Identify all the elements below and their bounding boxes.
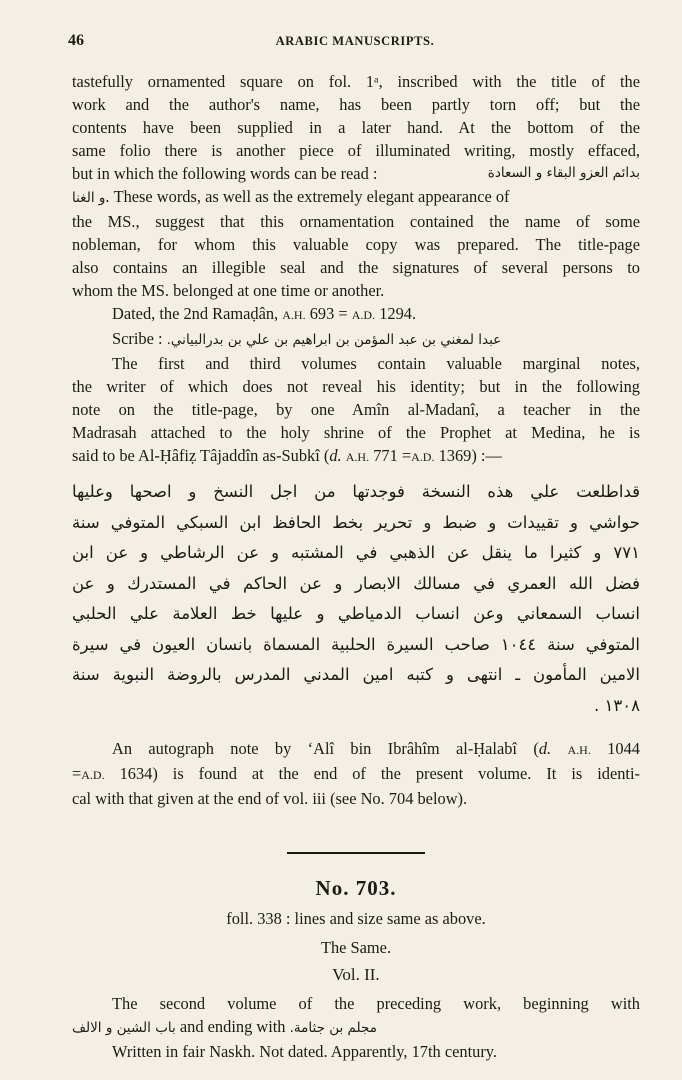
text-line: tastefully ornamented square on fol. 1ᵃ, inscribed with the title of the <box>72 72 640 91</box>
paragraph-second-volume <box>72 992 640 1063</box>
text-line: Madrasah attached to the holy shrine of the Prophet at Medina, he is <box>72 423 640 442</box>
arabic-note-line: المتوفي سنة ١٠٤٤ صاحب السيرة الحلبية المسماة بانسان العيون في سيرة <box>72 634 640 654</box>
arabic-note-line: حواشي و تقييدات و ضبط و تحرير بخط الحافظ ابن السبكي المتوفي سنة <box>72 512 640 532</box>
text-line: =A.D. 1634) is found at the end of the present volume. It is identi- <box>72 764 640 783</box>
entry-foll: foll. 338 : lines and size same as above. <box>226 909 486 928</box>
arabic-note-line: فضل الله العمري في مسالك الابصار و عن الحاكم في المستدرك و عن <box>72 573 640 593</box>
arabic-note-line: انساب السمعاني وعن انساب الدمياطي و عليها خط العلامة علي الحلبي <box>72 604 640 623</box>
scribe-line: Scribe : عبدا لمغني بن عبد المؤمن بن ابراهيم بن علي بن بدرالبياني. <box>112 329 502 348</box>
arabic-note-line: ٧٧١ و كثيرا ما ينقل عن الذهبي في المشتبه و عن الرشاطي و عن ابن <box>72 543 640 562</box>
text-line: The second volume of the preceding work, beginning with <box>112 994 640 1013</box>
text-line-part: but in which the following words can be read : <box>72 164 378 183</box>
arabic-note-line: الامين المأمون ـ انتهى و كتبه امين المدني المدرس بالروضة النبوية سنة <box>72 665 640 684</box>
text-line: also contains an illegible seal and the signatures of several persons to <box>72 258 640 277</box>
arabic-note-block <box>72 477 640 721</box>
text-line: The first and third volumes contain valuable marginal notes, <box>112 354 640 373</box>
running-title: ARABIC MANUSCRIPTS. <box>275 34 435 48</box>
text-line: whom the MS. belonged at one time or another. <box>72 281 385 300</box>
paragraph-marginal-notes <box>72 352 640 469</box>
paragraph-ornamentation <box>72 70 640 302</box>
text-line-part: . These words, as well as the extremely elegant appearance of <box>105 187 510 206</box>
text-line: the writer of which does not reveal his identity; but in the following <box>72 377 640 396</box>
text-line: Written in fair Naskh. Not dated. Apparently, 17th century. <box>112 1042 498 1061</box>
text-line: note on the title-page, by one Amîn al-Madanî, a teacher in the <box>72 400 640 419</box>
paragraph-autograph-note <box>72 737 640 810</box>
text-line: said to be Al-Ḥâfiẓ Tâjaddîn as-Subkî (d. A.H. 771 =A.D. 1369) :— <box>72 446 502 465</box>
arabic-inline-phrase: باب الشين و الالف <box>72 1020 176 1036</box>
text-line: the MS., suggest that this ornamentation contained the name of some <box>72 212 640 231</box>
text-line: cal with that given at the end of vol. iii (see No. 704 below). <box>72 789 468 808</box>
page-number: 46 <box>68 32 84 49</box>
text-line <box>72 185 640 210</box>
entry-number: No. 703. <box>315 876 397 900</box>
text-line: باب الشين و الالف and ending with مجلم بن جثامة. <box>72 1017 377 1036</box>
page-body <box>72 70 640 1063</box>
section-divider <box>287 852 425 854</box>
arabic-inline-phrase: و الغنا <box>72 190 106 206</box>
text-line: work and the author's name, has been partly torn off; but the <box>72 95 640 114</box>
arabic-inline-phrase: مجلم بن جثامة. <box>289 1020 377 1036</box>
text-line <box>72 162 640 185</box>
text-line: contents have been supplied in a later hand. At the bottom of the <box>72 118 640 137</box>
page-header <box>68 32 642 52</box>
arabic-note-line: قداطلعت علي هذه النسخة فوجدتها من اجل النسخ و اصحها وعليها <box>72 482 640 501</box>
entry-volume: Vol. II. <box>332 965 380 984</box>
scribe-name-arabic: عبدا لمغني بن عبد المؤمن بن ابراهيم بن علي بن بدرالبياني. <box>166 332 502 348</box>
text-line: nobleman, for whom this valuable copy was prepared. The title-page <box>72 235 640 254</box>
text-line: same folio there is another piece of illuminated writing, mostly effaced, <box>72 141 640 160</box>
arabic-inline-phrase: بدائم العزو البقاء و السعادة <box>487 165 640 181</box>
entry-title: The Same. <box>320 938 392 957</box>
dated-line: Dated, the 2nd Ramaḍân, A.H. 693 = A.D. 1294. <box>112 304 417 323</box>
arabic-note-line: ١٣٠٨ . <box>594 695 640 715</box>
text-line: An autograph note by ʻAlî bin Ibrâhîm al-Ḥalabî (d. A.H. 1044 <box>112 739 640 758</box>
